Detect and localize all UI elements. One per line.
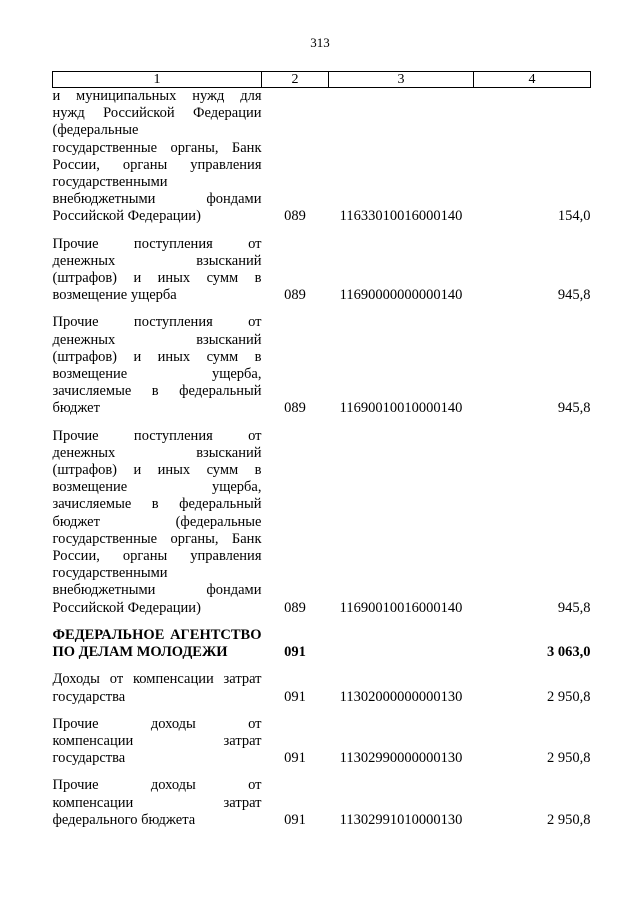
revenue-name-line: России, органы управления: [52, 156, 262, 173]
admin-code-cell: 089: [284, 599, 306, 616]
revenue-name-line: компенсации затрат: [52, 794, 262, 811]
revenue-name-line: денежных взысканий: [52, 444, 262, 461]
revenue-name-line: Прочие доходы от: [52, 715, 262, 732]
budget-code-cell: 11633010016000140: [339, 208, 463, 225]
revenue-name-line: федерального бюджета: [52, 811, 196, 828]
revenue-name-line: нужд Российской Федерации: [52, 105, 262, 122]
revenue-name-cell: [53, 88, 262, 226]
table-row: [53, 428, 591, 617]
spacer-cell: [53, 304, 591, 314]
revenue-name-line: зачисляемые в федеральный: [52, 496, 262, 513]
table-row: [53, 314, 591, 417]
budget-code-cell: 11690000000000140: [339, 287, 463, 304]
table-row: [53, 671, 591, 705]
admin-code-cell: 091: [284, 811, 306, 828]
row-spacer: [53, 304, 591, 314]
revenue-name-line: Российской Федерации): [52, 208, 201, 225]
admin-code-cell: 089: [284, 400, 306, 417]
revenue-table: [52, 71, 591, 829]
revenue-name-line: Прочие поступления от: [52, 235, 262, 252]
revenue-name-line: (федеральные: [52, 122, 139, 139]
revenue-name-line: возмещение ущерба,: [52, 479, 262, 496]
header-col-4: 4: [474, 72, 591, 88]
revenue-name-line: (штрафов) и иных сумм в: [52, 462, 262, 479]
revenue-name-line: Прочие поступления от: [52, 314, 262, 331]
row-spacer: [53, 418, 591, 428]
revenue-name-cell: [53, 314, 262, 417]
budget-code-cell: 11302990000000130: [339, 750, 463, 767]
revenue-name-line: зачисляемые в федеральный: [52, 383, 262, 400]
admin-code-cell: 089: [284, 208, 306, 225]
revenue-name-line: возмещение ущерба,: [52, 366, 262, 383]
revenue-name-cell: [53, 671, 262, 705]
revenue-name-line: Прочие доходы от: [52, 777, 262, 794]
row-spacer: [53, 767, 591, 777]
spacer-cell: [53, 661, 591, 671]
revenue-name-cell: [53, 777, 262, 829]
revenue-name-line: внебюджетными фондами: [52, 191, 262, 208]
header-col-2: 2: [262, 72, 329, 88]
revenue-name-cell: [53, 236, 262, 305]
budget-code-cell: 11690010016000140: [339, 599, 463, 616]
table-row: [53, 88, 591, 226]
spacer-cell: [53, 226, 591, 236]
budget-code-cell: 11302000000000130: [339, 688, 463, 705]
revenue-name-line: возмещение ущерба: [52, 287, 177, 304]
revenue-name-line: государственные органы, Банк: [52, 530, 262, 547]
page-number: 313: [310, 35, 330, 50]
revenue-name-line: Прочие поступления от: [52, 427, 262, 444]
revenue-name-line: Доходы от компенсации затрат: [52, 671, 262, 688]
revenue-name-cell: [53, 428, 262, 617]
admin-code-cell: 091: [284, 750, 306, 767]
header-col-3: 3: [329, 72, 474, 88]
revenue-name-line: компенсации затрат: [52, 732, 262, 749]
admin-code-cell: 089: [284, 287, 306, 304]
revenue-name-line: (штрафов) и иных сумм в: [52, 270, 262, 287]
table-row: [53, 236, 591, 305]
revenue-name-line: денежных взысканий: [52, 331, 262, 348]
table-header-row: [53, 72, 591, 88]
budget-code-cell: [329, 627, 474, 661]
amount-cell: 2 950,8: [547, 750, 591, 767]
amount-cell: 2 950,8: [547, 688, 591, 705]
revenue-name-line: государственными: [52, 174, 168, 191]
row-spacer: [53, 706, 591, 716]
row-spacer: [53, 617, 591, 627]
revenue-name-line: государственными: [52, 565, 168, 582]
revenue-name-line: бюджет (федеральные: [52, 513, 262, 530]
revenue-name-line: России, органы управления: [52, 548, 262, 565]
budget-code-cell: 11690010010000140: [339, 400, 463, 417]
amount-cell: 945,8: [557, 287, 591, 304]
table-row: [53, 627, 591, 661]
amount-cell: 945,8: [557, 400, 591, 417]
spacer-cell: [53, 706, 591, 716]
budget-code-cell: 11302991010000130: [339, 811, 463, 828]
admin-code-cell: 091: [284, 644, 306, 661]
revenue-name-line: внебюджетными фондами: [52, 582, 262, 599]
revenue-name-line: государства: [52, 750, 126, 767]
table-row: [53, 777, 591, 829]
revenue-name-line: ПО ДЕЛАМ МОЛОДЕЖИ: [52, 644, 228, 661]
spacer-cell: [53, 767, 591, 777]
admin-code-cell: 091: [284, 688, 306, 705]
revenue-name-cell: [53, 716, 262, 768]
revenue-name-line: государственные органы, Банк: [52, 139, 262, 156]
revenue-name-line: государства: [52, 688, 126, 705]
header-col-1: 1: [53, 72, 262, 88]
spacer-cell: [53, 418, 591, 428]
revenue-name-line: Российской Федерации): [52, 599, 201, 616]
amount-cell: 154,0: [557, 208, 591, 225]
row-spacer: [53, 226, 591, 236]
revenue-name-line: денежных взысканий: [52, 252, 262, 269]
revenue-name-line: и муниципальных нужд для: [52, 88, 262, 104]
revenue-name-line: ФЕДЕРАЛЬНОЕ АГЕНТСТВО: [52, 626, 262, 643]
revenue-name-cell: [53, 627, 262, 661]
amount-cell: 3 063,0: [547, 644, 591, 661]
table-row: [53, 716, 591, 768]
spacer-cell: [53, 617, 591, 627]
amount-cell: 2 950,8: [547, 811, 591, 828]
revenue-name-line: бюджет: [52, 400, 100, 417]
revenue-name-line: (штрафов) и иных сумм в: [52, 348, 262, 365]
amount-cell: 945,8: [557, 599, 591, 616]
row-spacer: [53, 661, 591, 671]
